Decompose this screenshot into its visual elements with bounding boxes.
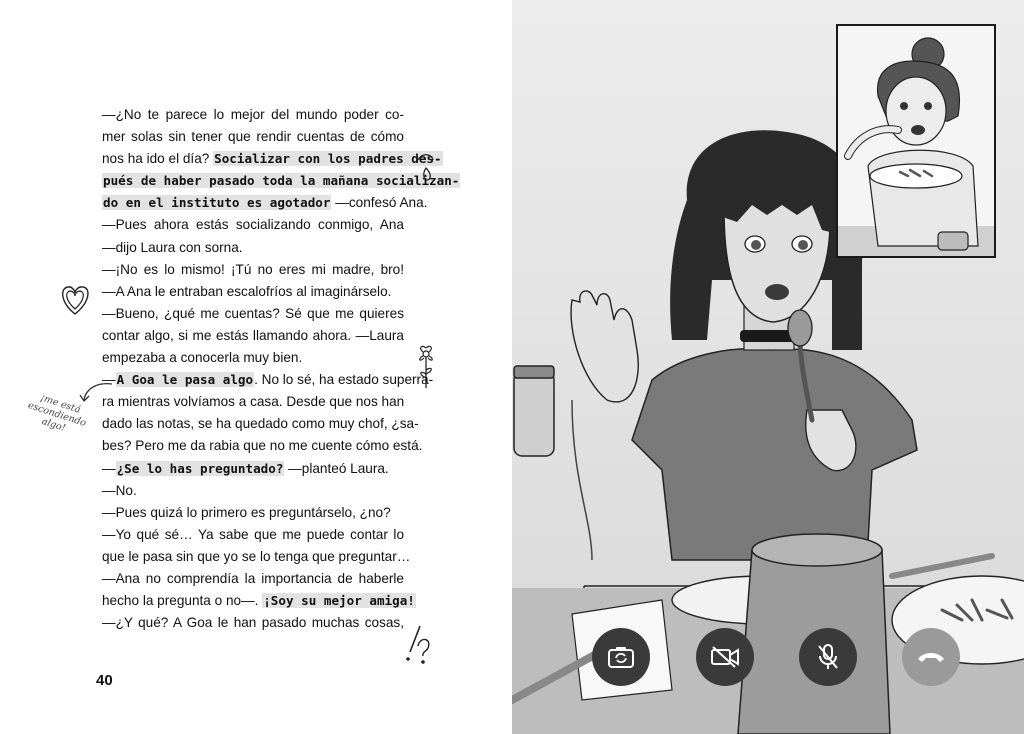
mute-button[interactable] — [799, 628, 857, 686]
text-line — [102, 480, 404, 502]
video-off-icon — [710, 645, 740, 669]
text-line — [102, 612, 404, 634]
text-line — [102, 369, 434, 391]
text-line — [102, 347, 404, 369]
body-text — [102, 104, 460, 634]
text-line — [102, 303, 404, 325]
video-off-button[interactable] — [696, 628, 754, 686]
text-line — [102, 325, 404, 347]
flower-doodle-icon — [412, 344, 440, 392]
text-run: —confesó Ana. — [331, 195, 428, 211]
text-run: —No. — [102, 482, 137, 498]
text-run: mer solas sin tener que rendir cuentas de cómo — [102, 129, 404, 145]
text-line — [102, 259, 404, 281]
heart-doodle-icon — [58, 282, 92, 318]
text-run: —¿No te parece lo mejor del mundo poder co- — [102, 107, 404, 122]
text-run: que le pasa sin que yo se lo tenga que preguntar… — [102, 548, 411, 564]
text-run: —Bueno, ¿qué me cuentas? Sé que me quieres — [102, 305, 404, 321]
text-line — [102, 237, 404, 259]
text-run: — — [102, 460, 116, 476]
text-run: bes? Pero me da rabia que no me cuente cómo está. — [102, 438, 423, 454]
highlighted-phrase: ¿Se lo has preguntado? — [116, 460, 284, 476]
highlighted-phrase: pués de haber pasado toda la mañana socializan- — [103, 173, 460, 189]
highlighted-phrase: A Goa le pasa algo — [116, 372, 254, 388]
page-number: 40 — [96, 672, 113, 689]
text-line — [102, 281, 404, 303]
drop-doodle-icon — [414, 150, 438, 186]
exclaim-question-doodle-icon — [402, 622, 436, 666]
text-line — [102, 502, 404, 524]
friend-video-illustration — [838, 26, 994, 256]
text-line — [102, 192, 428, 214]
text-run: dado las notas, se ha quedado como muy chof, ¿sa- — [102, 416, 419, 432]
text-run: —Pues quizá lo primero es preguntárselo, ¿no? — [102, 504, 391, 520]
text-run: hecho la pregunta o no—. — [102, 593, 263, 609]
highlighted-phrase: ¡Soy su mejor amiga! — [263, 593, 415, 609]
text-line — [102, 413, 419, 435]
text-run: — — [102, 372, 116, 388]
text-run: —¿Y qué? A Goa le han pasado muchas cosas, — [102, 615, 404, 631]
text-line — [102, 435, 423, 457]
text-line — [102, 458, 404, 480]
margin-note: ¡me está escondiendo algo! — [26, 392, 88, 434]
text-line — [102, 391, 404, 413]
text-line — [102, 170, 460, 192]
text-run: empezaba a conocerla muy bien. — [102, 350, 303, 366]
text-line — [102, 590, 415, 612]
camera-switch-icon — [607, 645, 635, 669]
text-line — [102, 568, 404, 590]
text-run: . No lo sé, ha estado superra- — [254, 372, 434, 388]
text-run: nos ha ido el día? — [102, 151, 214, 167]
inset-video-frame — [836, 24, 996, 258]
text-run: —A Ana le entraban escalofríos al imaginárselo. — [102, 283, 392, 299]
phone-hangup-icon — [916, 649, 946, 665]
text-run: —Ana no comprendía la importancia de haberle — [102, 570, 404, 586]
text-run: —¡No es lo mismo! ¡Tú no eres mi madre, bro! — [102, 261, 404, 277]
arrow-doodle-icon — [78, 378, 118, 408]
text-line — [102, 546, 411, 568]
end-call-button[interactable] — [902, 628, 960, 686]
text-line — [102, 524, 404, 546]
text-line — [102, 104, 404, 126]
text-line — [102, 126, 404, 148]
text-run: —planteó Laura. — [284, 460, 389, 476]
text-run: —dijo Laura con sorna. — [102, 239, 243, 255]
text-line — [102, 148, 442, 170]
mic-off-icon — [816, 643, 840, 671]
highlighted-phrase: do en el instituto es agotador — [103, 195, 331, 211]
text-run: —Yo qué sé… Ya sabe que me puede contar lo — [102, 526, 404, 542]
illustration-page — [512, 0, 1024, 734]
switch-camera-button[interactable] — [592, 628, 650, 686]
text-run: ra mientras volvíamos a casa. Desde que nos han — [102, 394, 405, 410]
text-run: —Pues ahora estás socializando conmigo, Ana — [102, 217, 404, 233]
highlighted-phrase: Socializar con los padres des- — [214, 151, 442, 167]
text-line — [102, 214, 404, 236]
text-run: contar algo, si me estás llamando ahora. —Laura — [102, 327, 404, 343]
